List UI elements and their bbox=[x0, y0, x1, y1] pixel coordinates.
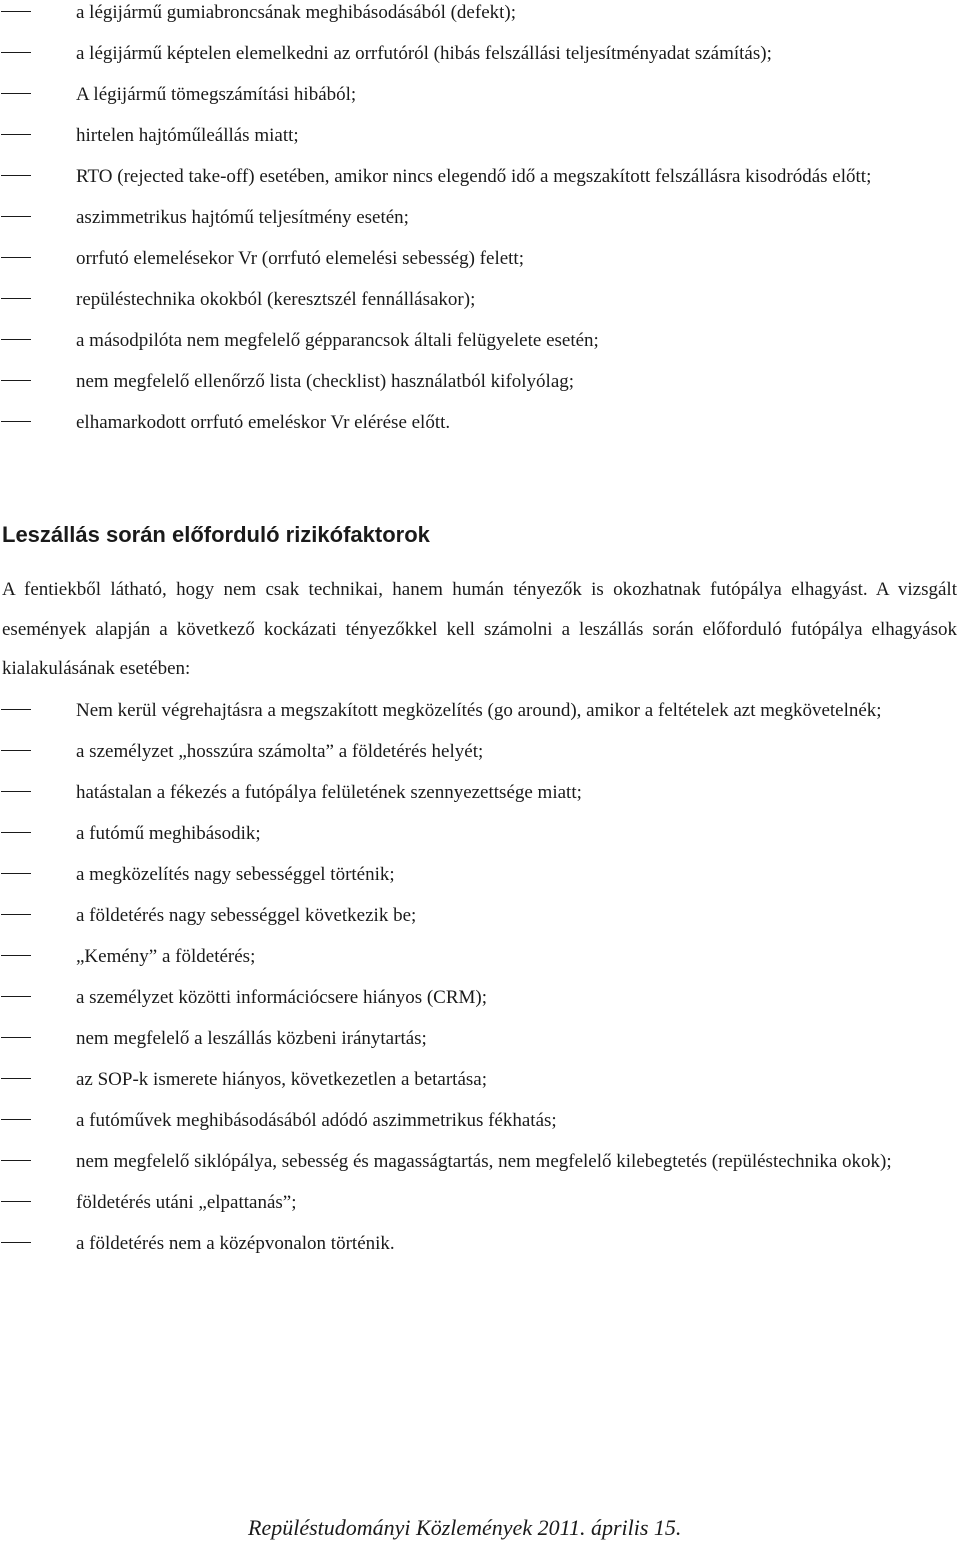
dash-bullet bbox=[1, 175, 31, 176]
dash-bullet bbox=[1, 380, 31, 381]
list-item: a futómű meghibásodik; bbox=[0, 813, 960, 854]
dash-bullet bbox=[1, 1119, 31, 1120]
dash-bullet bbox=[1, 750, 31, 751]
page-footer: Repüléstudományi Közlemények 2011. április 15. bbox=[248, 1515, 682, 1540]
dash-bullet bbox=[1, 1078, 31, 1079]
list-item: a másodpilóta nem megfelelő gépparancsok általi felügyelete esetén; bbox=[0, 320, 960, 361]
dash-bullet bbox=[1, 216, 31, 217]
list-item: RTO (rejected take-off) esetében, amikor nincs elegendő idő a megszakított felszállásra kisodródás előtt; bbox=[0, 156, 960, 197]
list-item: repüléstechnika okokból (keresztszél fennállásakor); bbox=[0, 279, 960, 320]
list-item: a légijármű képtelen elemelkedni az orrfutóról (hibás felszállási teljesítményadat számítás); bbox=[0, 33, 960, 74]
dash-bullet bbox=[1, 134, 31, 135]
list-item: a földetérés nagy sebességgel következik be; bbox=[0, 895, 960, 936]
dash-bullet bbox=[1, 52, 31, 53]
dash-bullet bbox=[1, 791, 31, 792]
dash-bullet bbox=[1, 93, 31, 94]
list-item: Nem kerül végrehajtásra a megszakított megközelítés (go around), amikor a feltételek azt megkövetelnék; bbox=[0, 690, 960, 731]
dash-bullet bbox=[1, 914, 31, 915]
section-heading: Leszállás során előforduló rizikófaktorok bbox=[2, 522, 430, 547]
dash-bullet bbox=[1, 421, 31, 422]
dash-bullet bbox=[1, 11, 31, 12]
dash-bullet bbox=[1, 339, 31, 340]
dash-bullet bbox=[1, 832, 31, 833]
dash-bullet bbox=[1, 873, 31, 874]
list-item: elhamarkodott orrfutó emeléskor Vr elérése előtt. bbox=[0, 402, 960, 443]
dash-bullet bbox=[1, 955, 31, 956]
dash-bullet bbox=[1, 298, 31, 299]
risk-list-landing bbox=[0, 690, 960, 1264]
dash-bullet bbox=[1, 1242, 31, 1243]
list-item: nem megfelelő ellenőrző lista (checklist) használatból kifolyólag; bbox=[0, 361, 960, 402]
dash-bullet bbox=[1, 996, 31, 997]
list-item: a személyzet közötti információcsere hiányos (CRM); bbox=[0, 977, 960, 1018]
list-item: A légijármű tömegszámítási hibából; bbox=[0, 74, 960, 115]
dash-bullet bbox=[1, 1160, 31, 1161]
list-item: az SOP-k ismerete hiányos, következetlen a betartása; bbox=[0, 1059, 960, 1100]
intro-paragraph: A fentiekből látható, hogy nem csak technikai, hanem humán tényezők is okozhatnak futópálya elhagyást. A vizsgált események alapján a következő kockázati tényezőkkel kell számolni a leszállás során előforduló futópálya elhagyások kialakulásának esetében: bbox=[2, 579, 957, 679]
list-item: a megközelítés nagy sebességgel történik; bbox=[0, 854, 960, 895]
risk-list-takeoff bbox=[0, 0, 960, 443]
dash-bullet bbox=[1, 1201, 31, 1202]
list-item: a személyzet „hosszúra számolta” a földetérés helyét; bbox=[0, 731, 960, 772]
dash-bullet bbox=[1, 257, 31, 258]
list-item: orrfutó elemelésekor Vr (orrfutó elemelési sebesség) felett; bbox=[0, 238, 960, 279]
list-item: hirtelen hajtóműleállás miatt; bbox=[0, 115, 960, 156]
dash-bullet bbox=[1, 709, 31, 710]
list-item: nem megfelelő siklópálya, sebesség és magasságtartás, nem megfelelő kilebegtetés (repüléstechnika okok); bbox=[0, 1141, 960, 1182]
list-item: „Kemény” a földetérés; bbox=[0, 936, 960, 977]
list-item: hatástalan a fékezés a futópálya felületének szennyezettsége miatt; bbox=[0, 772, 960, 813]
list-item: nem megfelelő a leszállás közbeni iránytartás; bbox=[0, 1018, 960, 1059]
list-item: a földetérés nem a középvonalon történik. bbox=[0, 1223, 960, 1264]
list-item: a futóművek meghibásodásából adódó aszimmetrikus fékhatás; bbox=[0, 1100, 960, 1141]
dash-bullet bbox=[1, 1037, 31, 1038]
list-item: földetérés utáni „elpattanás”; bbox=[0, 1182, 960, 1223]
list-item: a légijármű gumiabroncsának meghibásodásából (defekt); bbox=[0, 0, 960, 33]
list-item: aszimmetrikus hajtómű teljesítmény esetén; bbox=[0, 197, 960, 238]
